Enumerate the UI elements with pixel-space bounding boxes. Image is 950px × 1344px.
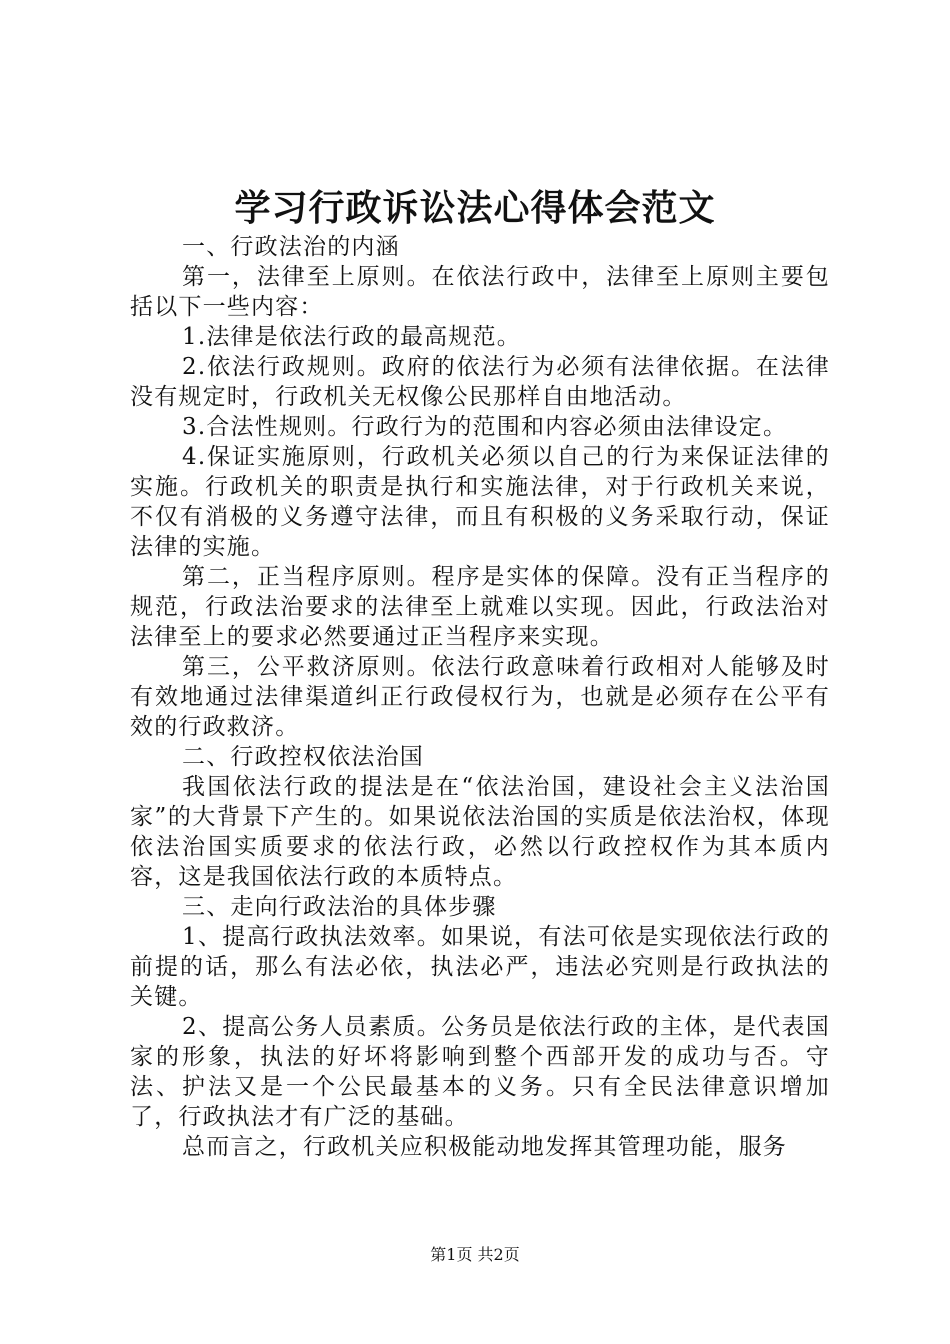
- body-paragraph: 第三，公平救济原则。依法行政意味着行政相对人能够及时有效地通过法律渠道纠正行政侵权行为，也就是必须存在公平有效的行政救济。: [130, 654, 830, 740]
- document-body: [130, 232, 830, 1162]
- body-paragraph: 3.合法性规则。行政行为的范围和内容必须由法律设定。: [182, 414, 788, 440]
- section-heading: 一、行政法治的内涵: [182, 234, 400, 260]
- body-paragraph: 总而言之，行政机关应积极能动地发挥其管理功能，服务: [182, 1134, 787, 1160]
- body-paragraph: 2、提高公务人员素质。公务员是依法行政的主体，是代表国家的形象，执法的好坏将影响到整个西部开发的成功与否。守法、护法又是一个公民最基本的义务。只有全民法律意识增加了，行政执法才有广泛的基础。: [130, 1014, 830, 1130]
- body-paragraph: 第二，正当程序原则。程序是实体的保障。没有正当程序的规范，行政法治要求的法律至上就难以实现。因此，行政法治对法律至上的要求必然要通过正当程序来实现。: [130, 564, 830, 650]
- page-number-footer: 第1页 共2页: [430, 1245, 520, 1264]
- body-paragraph: 2.依法行政规则。政府的依法行为必须有法律依据。在法律没有规定时，行政机关无权像公民那样自由地活动。: [130, 354, 830, 410]
- section-heading: 二、行政控权依法治国: [182, 744, 424, 770]
- body-paragraph: 1、提高行政执法效率。如果说，有法可依是实现依法行政的前提的话，那么有法必依，执法必严，违法必究则是行政执法的关键。: [130, 924, 830, 1010]
- body-paragraph: 1.法律是依法行政的最高规范。: [182, 324, 521, 350]
- body-paragraph: 我国依法行政的提法是在“依法治国，建设社会主义法治国家”的大背景下产生的。如果说依法治国的实质是依法治权，体现依法治国实质要求的依法行政，必然以行政控权作为其本质内容，这是我国依法行政的本质特点。: [130, 774, 830, 890]
- body-paragraph: 4.保证实施原则，行政机关必须以自己的行为来保证法律的实施。行政机关的职责是执行和实施法律，对于行政机关来说，不仅有消极的义务遵守法律，而且有积极的义务采取行动，保证法律的实施。: [130, 444, 830, 560]
- body-paragraph: 第一，法律至上原则。在依法行政中，法律至上原则主要包括以下一些内容：: [130, 264, 830, 320]
- document-title: 学习行政诉讼法心得体会范文: [234, 187, 716, 229]
- section-heading: 三、走向行政法治的具体步骤: [182, 894, 497, 920]
